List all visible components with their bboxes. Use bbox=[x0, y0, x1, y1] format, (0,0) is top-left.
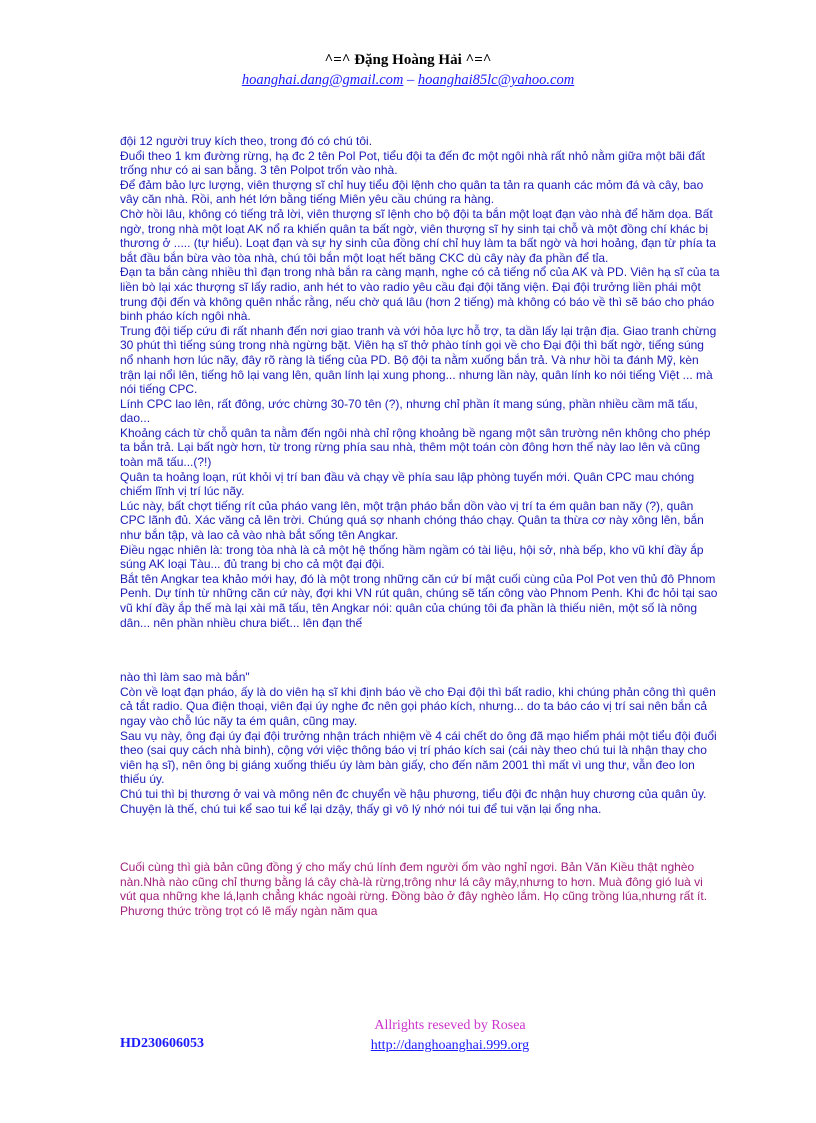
paragraph: Chú tui thì bị thương ở vai và mông nên đc chuyển về hậu phương, tiểu đội đc nhận huy chương của quân ủy. bbox=[120, 786, 707, 801]
author-emails bbox=[0, 70, 816, 90]
spacer bbox=[120, 816, 720, 860]
email-link-yahoo[interactable]: hoanghai85lc@yahoo.com bbox=[417, 72, 575, 88]
document-code: HD230606053 bbox=[120, 1036, 204, 1051]
page-header bbox=[0, 50, 816, 90]
spacer bbox=[120, 630, 720, 670]
document-body bbox=[120, 134, 720, 919]
paragraph: Quân ta hoảng loạn, rút khỏi vị trí ban đầu và chạy về phía sau lập phòng tuyến mới. Quân CPC mau chóng chiếm lĩnh vị trí lúc nãy. bbox=[120, 469, 695, 499]
paragraph: Lúc này, bất chợt tiếng rít của pháo vang lên, một trận pháo bắn dồn vào vị trí ta ém quân ban nãy (?), quân CPC lãnh đủ. Xác văng cả lên trời. Chúng quá sợ nhanh chóng tháo chạy. Quân ta thừa cơ này xông lên, bắn như bắn tập, và lao cả vào nhà bắt sống tên Angkar. bbox=[120, 498, 704, 543]
paragraph: Bắt tên Angkar tea khảo mới hay, đó là một trong những căn cứ bí mật cuối cùng của Pol Pot ven thủ đô Phnom Penh. Dự tính từ những căn cứ này, đợi khi VN rút quân, chúng sẽ tấn công vào Phnom Penh. Khi đc hỏi tại sao vũ khí đầy ắp thế mà lại xài mã tấu, tên Angkar nói: quân của chúng tôi đa phần là thiếu niên, một số là nông dân... nên phần nhiều chưa biết... lên đạn thế bbox=[120, 571, 718, 630]
paragraph: Chờ hồi lâu, không có tiếng trả lời, viên thượng sĩ lệnh cho bộ đội ta bắn một loạt đạn vào nhà để hăm dọa. Bất ngờ, trong nhà một loạt AK nổ ra khiến quân ta bất ngờ, viên thượng sĩ hy sinh tại chỗ và một đồng chí khác bị thương ở ..... (tự hiểu). Loạt đạn và sự hy sinh của đồng chí chỉ huy làm ta bất ngờ và hơi hoảng, đạn từ phía ta bắt đầu bắn bừa vào tòa nhà, chú tôi bắn một loạt hết băng CKC dù cây này đa phần để tỉa. bbox=[120, 206, 716, 265]
paragraph: đội 12 người truy kích theo, trong đó có chú tôi. bbox=[120, 134, 373, 148]
rights-notice: Allrights reseved by Rosea bbox=[374, 1018, 526, 1033]
paragraph: Đuổi theo 1 km đường rừng, hạ đc 2 tên Pol Pot, tiểu đội ta đến đc một ngôi nhà rất nhỏ nằm giữa một bãi đất trống như có ai san bằng. 3 tên Polpot trốn vào nhà. bbox=[120, 148, 705, 178]
author-title: ^=^ Đặng Hoàng Hải ^=^ bbox=[324, 52, 492, 68]
paragraph: Sau vụ này, ông đại úy đại đội trưởng nhận trách nhiệm về 4 cái chết do ông đã mạo hiểm phái một tiểu đội đuổi theo (sai quy cách nhà binh), cộng với việc thông báo vị trí pháo kích sai (cái này theo chú tui là nhận thay cho viên hạ sĩ), nên ông bị giáng xuống thiếu úy làm bàn giấy, cho đến năm 2001 thì mất vì ung thư, vẫn đeo lon thiếu úy. bbox=[120, 728, 717, 787]
footer-credits bbox=[320, 1016, 580, 1056]
paragraph: Lính CPC lao lên, rất đông, ước chừng 30-70 tên (?), nhưng chỉ phần ít mang súng, phần nhiều cầm mã tấu, dao... bbox=[120, 396, 698, 426]
email-separator: – bbox=[403, 72, 418, 88]
email-link-gmail[interactable]: hoanghai.dang@gmail.com bbox=[241, 72, 404, 88]
paragraph: Đạn ta bắn càng nhiều thì đạn trong nhà bắn ra càng mạnh, nghe có cả tiếng nổ của AK và PD. Viên hạ sĩ của ta liền bò lại xác thượng sĩ lấy radio, anh hét to vào radio yêu cầu đại đội tăng viện. Đại đội trưởng liền phái một trung đội đến và không quên nhắc rằng, nếu chờ quá lâu (hơn 2 tiếng) mà không có báo về thì sẽ báo cho pháo binh pháo kích ngôi nhà. bbox=[120, 265, 720, 324]
paragraph: Trung đội tiếp cứu đi rất nhanh đến nơi giao tranh và với hỏa lực hỗ trợ, ta dần lấy lại trận địa. Giao tranh chừng 30 phút thì tiếng súng trong nhà ngừng bặt. Viên hạ sĩ thở phào tính gọi về cho Đại đội thì bất ngờ, tiếng súng nổ nhanh hơn lúc nãy, đây rõ ràng là tiếng của PD. Bộ đội ta nằm xuống bắn trả. Và như hồi ta đánh Mỹ, kèn trận lại nổi lên, tiếng hô lại vang lên, quân lính lại xung phong... nhưng lần này, quân lính ko nói tiếng Việt ... mà nói tiếng CPC. bbox=[120, 323, 717, 397]
paragraph: Còn về loạt đạn pháo, ấy là do viên hạ sĩ khi định báo về cho Đại đội thì bất radio, khi chúng phản công thì quên cả tắt radio. Qua điện thoại, viên đại úy nghe đc nên gọi pháo kích, nhưng... do ta báo cáo vị trí sai nên bắn cả ngay vào chỗ lúc nãy ta ém quân, cũng may. bbox=[120, 684, 716, 728]
paragraph: Điều ngạc nhiên là: trong tòa nhà là cả một hệ thống hầm ngầm có tài liệu, hội sở, nhà bếp, kho vũ khí đầy ắp súng AK loại Tàu... đủ trang bị cho cả một đại đội. bbox=[120, 542, 704, 572]
paragraph: Để đảm bảo lực lượng, viên thượng sĩ chỉ huy tiểu đội lệnh cho quân ta tản ra quanh các mỏm đá và cây, bao vây căn nhà. Rồi, anh hét lớn bằng tiếng Miên yêu cầu chúng ra hàng. bbox=[120, 177, 704, 207]
website-link[interactable]: http://danghoanghai.999.org bbox=[370, 1038, 530, 1053]
paragraph: Khoảng cách từ chỗ quân ta nằm đến ngôi nhà chỉ rộng khoảng bề ngang một sân trường nên không cho phép ta bắn trả. Lại bất ngờ hơn, từ trong rừng phía sau nhà, thêm một toán còn đông hơn thế này lao lên và cũng toàn mã tấu...(?!) bbox=[120, 425, 711, 470]
paragraph: Chuyện là thế, chú tui kể sao tui kể lại dzậy, thấy gì vô lý nhớ nói tui để tui vặn lại ổng nha. bbox=[120, 801, 602, 816]
closing-paragraph: Cuối cùng thì già bản cũng đồng ý cho mấy chú lính đem người ốm vào nghỉ ngơi. Bản Văn Kiều thật nghèo nàn.Nhà nào cũng chỉ thưng bằng lá cây chà-là rừng,trông như lá cây mây,nhưng to hơn. Muà đông gió luà vi vút qua những khe lá,lạnh chẳng khác ngoài rừng. Đồng bào ở đây nghèo lắm. Họ cũng trồng lúa,nhưng rất ít. Phương thức trồng trọt có lẽ mấy ngàn năm qua bbox=[120, 860, 708, 918]
paragraph: nào thì làm sao mà bắn" bbox=[120, 670, 250, 685]
